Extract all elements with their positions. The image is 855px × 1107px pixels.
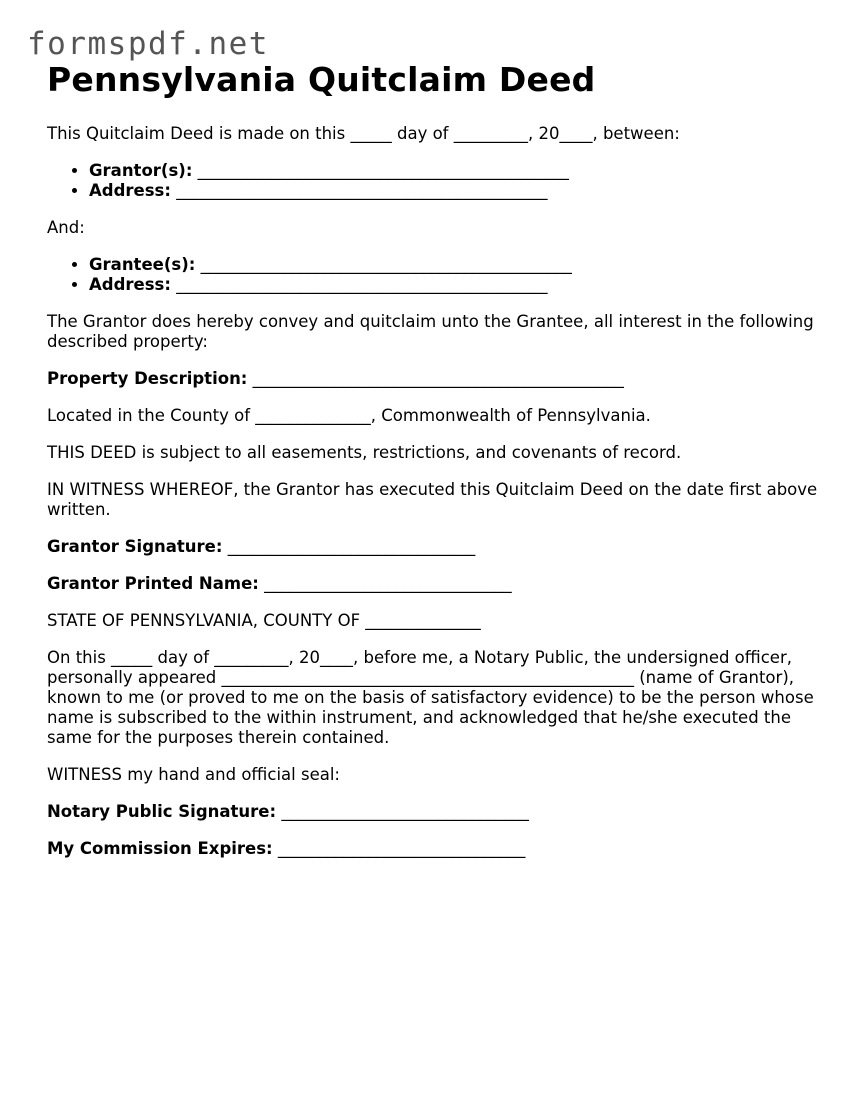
grantee-label: Grantee(s): (89, 255, 196, 274)
grantor-blank: _____________________________________________ (192, 161, 569, 180)
document-title: Pennsylvania Quitclaim Deed (47, 60, 596, 99)
grantor-address-blank: _____________________________________________ (170, 181, 548, 200)
grantor-signature-line (47, 537, 822, 557)
witness-paragraph: IN WITNESS WHEREOF, the Grantor has executed this Quitclaim Deed on the date first above written. (47, 480, 818, 519)
grantee-address-blank: _____________________________________________ (170, 275, 548, 294)
and-text: And: (47, 218, 85, 237)
property-description (47, 369, 822, 389)
state-county-line: STATE OF PENNSYLVANIA, COUNTY OF ______________ (47, 611, 481, 630)
notary-acknowledgment-paragraph: On this _____ day of _________, 20____, before me, a Notary Public, the undersigned officer, personally appeared __________________________________________________ (name of Grantor), known to me (or proved to me on the basis of satisfactory evidence) to be the person whose name is subscribed to the within instrument, and acknowledged that he/she executed the same for the purposes therein contained. (47, 648, 814, 747)
grantor-printed-name-blank: ______________________________ (258, 574, 512, 593)
grantee-list (47, 255, 822, 295)
grantor-label: Grantor(s): (89, 161, 193, 180)
grantee-address-item (89, 275, 822, 295)
grantor-signature-label: Grantor Signature: (47, 537, 223, 556)
grantor-list (47, 161, 822, 201)
grantor-printed-name-label: Grantor Printed Name: (47, 574, 259, 593)
grantee-name-item (89, 255, 822, 275)
document-body (47, 58, 822, 859)
grantor-name-item (89, 161, 822, 181)
grantee-blank: _____________________________________________ (195, 255, 572, 274)
property-description-blank: _____________________________________________ (247, 369, 624, 388)
notary-signature-blank: ______________________________ (276, 802, 529, 821)
watermark: formspdf.net (27, 26, 269, 62)
grantor-signature-blank: ______________________________ (222, 537, 476, 556)
witness-seal-text: WITNESS my hand and official seal: (47, 765, 340, 784)
subject-paragraph: THIS DEED is subject to all easements, restrictions, and covenants of record. (47, 443, 682, 462)
convey-paragraph: The Grantor does hereby convey and quitclaim unto the Grantee, all interest in the following described property: (47, 312, 814, 351)
county-paragraph: Located in the County of ______________, Commonwealth of Pennsylvania. (47, 406, 651, 425)
commission-expires-label: My Commission Expires: (47, 839, 273, 858)
notary-signature-line (47, 802, 822, 822)
intro-paragraph: This Quitclaim Deed is made on this _____ day of _________, 20____, between: (47, 124, 680, 143)
notary-signature-label: Notary Public Signature: (47, 802, 277, 821)
grantor-address-label: Address: (89, 181, 171, 200)
grantor-printed-name-line (47, 574, 822, 594)
commission-expires-blank: ______________________________ (272, 839, 526, 858)
commission-expires-line (47, 839, 822, 859)
property-description-label: Property Description: (47, 369, 248, 388)
grantee-address-label: Address: (89, 275, 171, 294)
grantor-address-item (89, 181, 822, 201)
